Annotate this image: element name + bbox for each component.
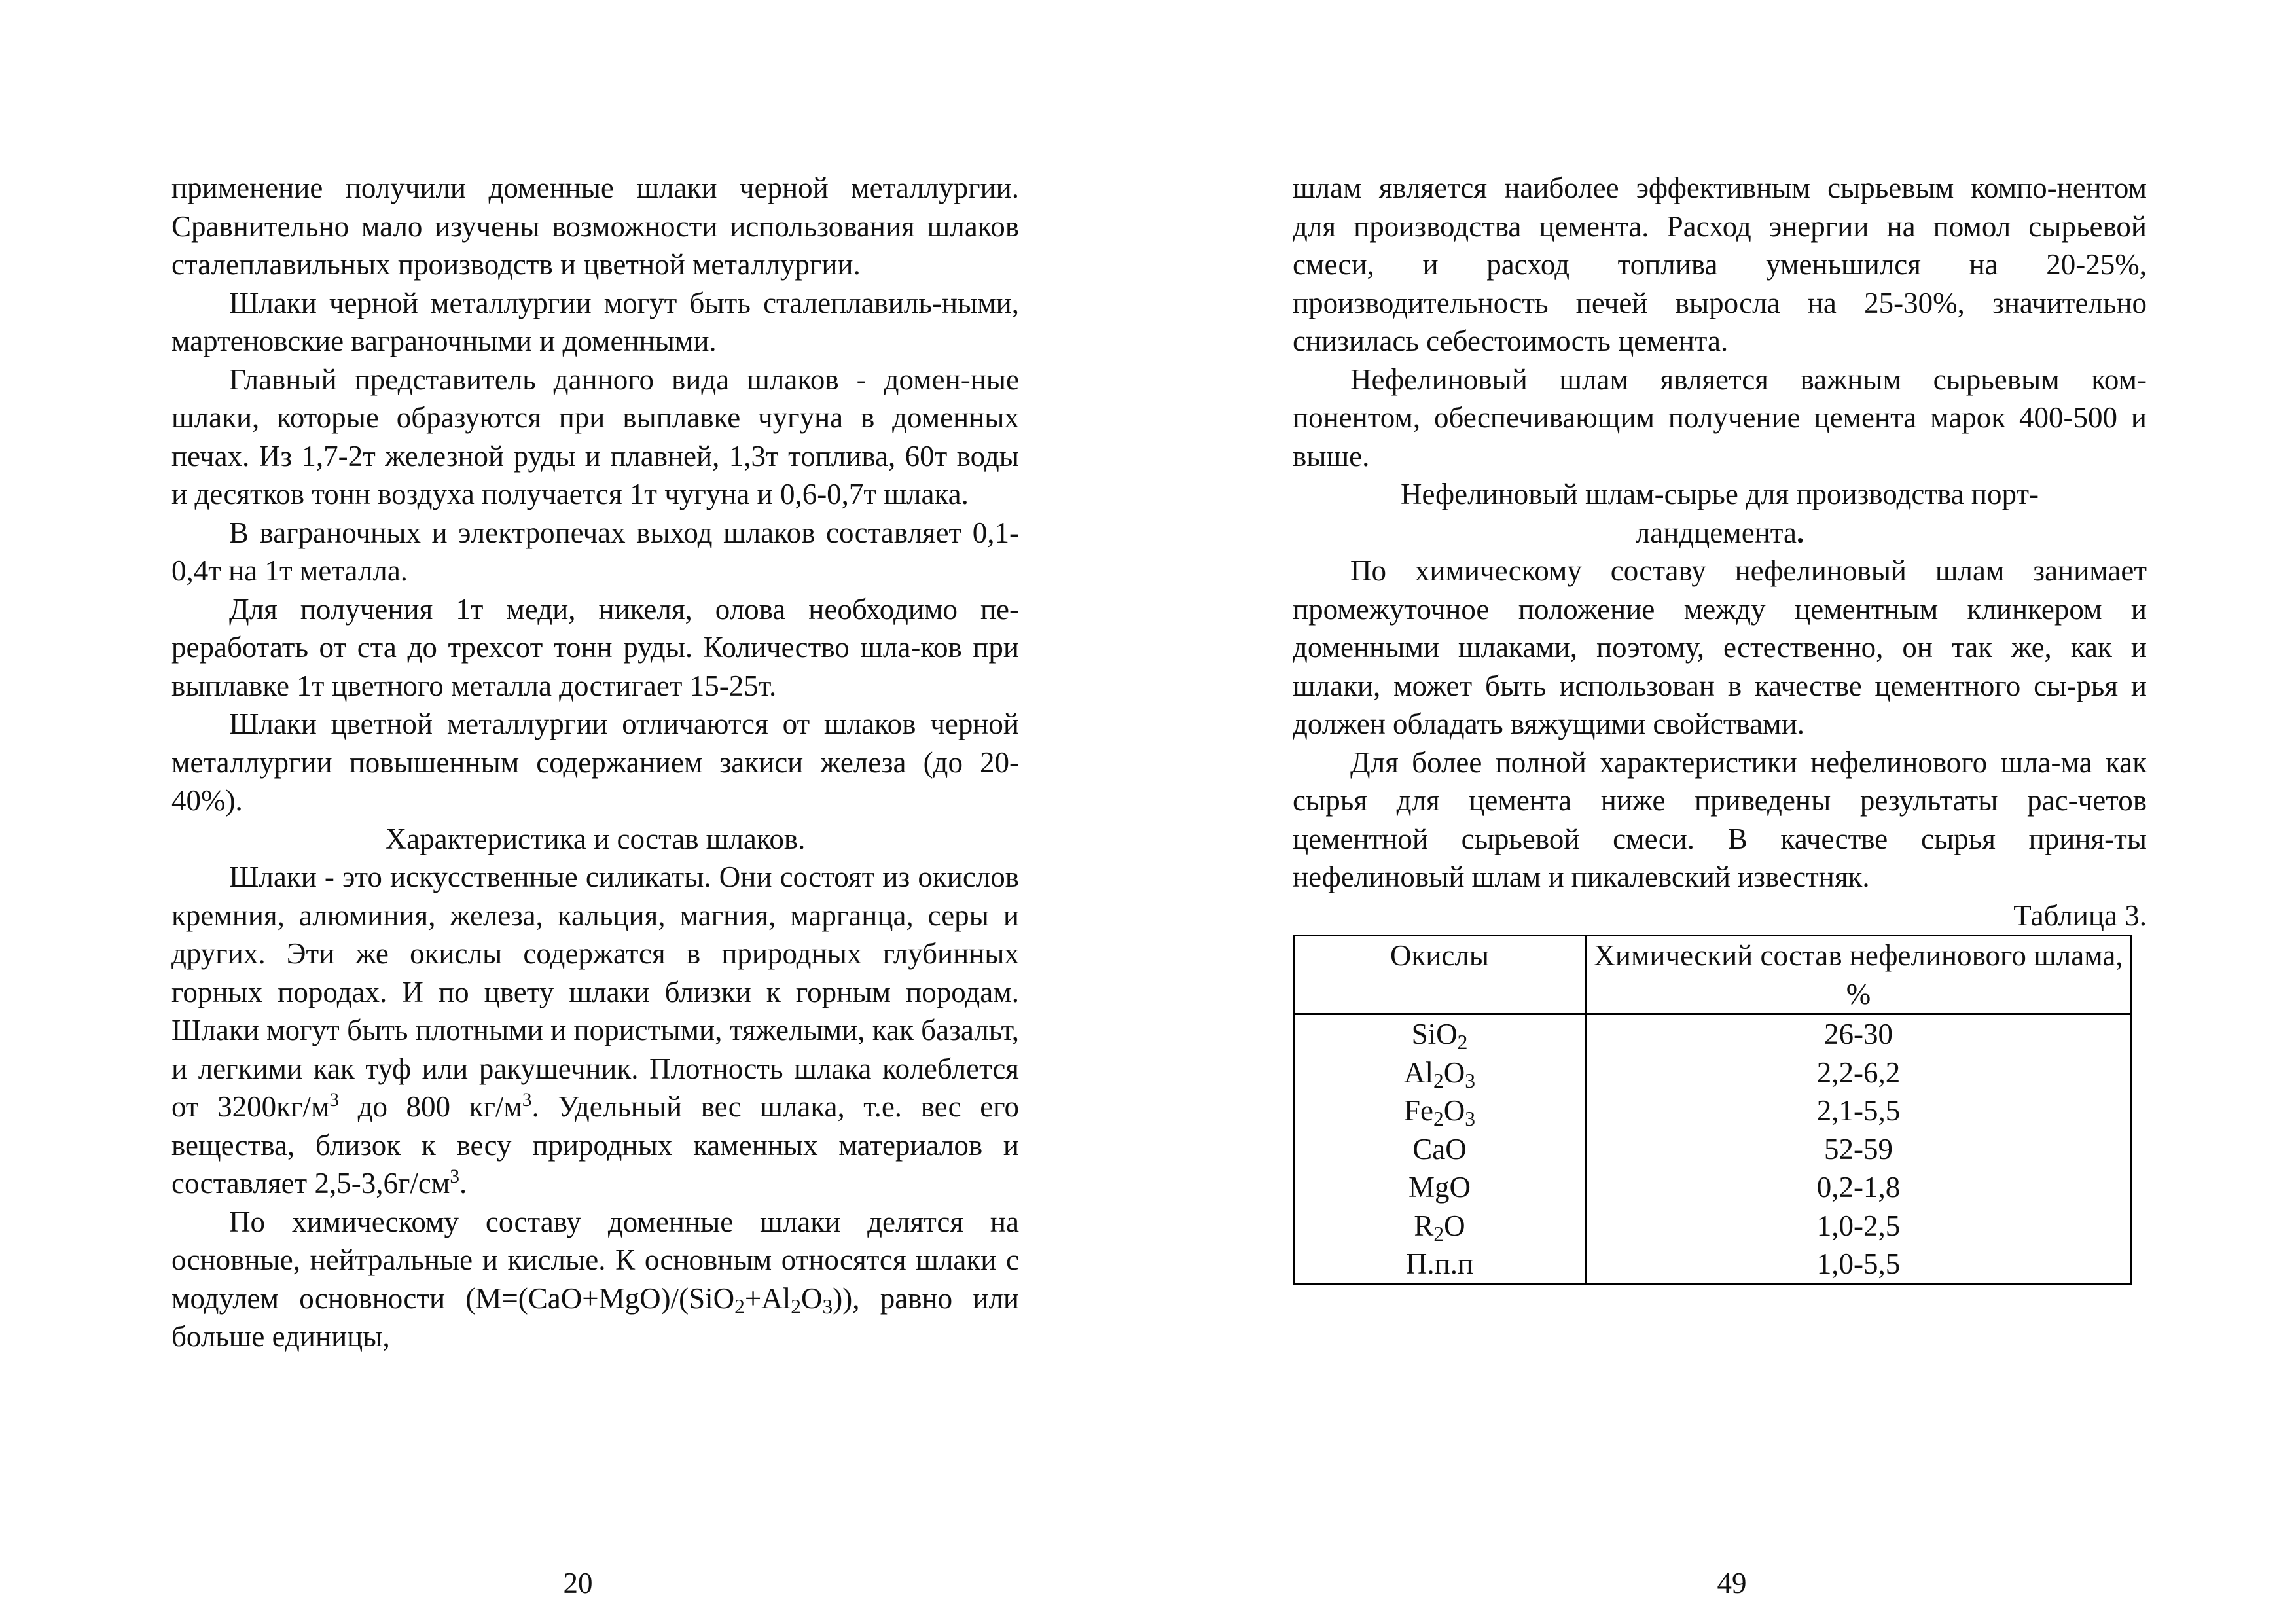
oxide-cell: $Al_2O_3$ — [1294, 1054, 1586, 1092]
value-cell: 26-30 — [1586, 1014, 2132, 1054]
value-cell: 52-59 — [1586, 1130, 2132, 1169]
table-row — [1294, 1054, 2132, 1092]
paragraph: По химическому составу доменные шлаки делятся на основные, нейтральные и кислые. К основным относятся шлаки с модулем основности $(М=(CaO+MgO)/(SiO_2+Al_2O_3))$, равно или больше единицы, — [171, 1205, 1019, 1353]
value-cell: 0,2-1,8 — [1586, 1168, 2132, 1207]
page-number: 20 — [563, 1567, 593, 1599]
paragraph: Нефелиновый шлам является важным сырьевым ком-понентом, обеспечивающим получение цемента марок 400-500 и выше. — [1293, 363, 2147, 473]
oxide-cell: $Fe_2O_3$ — [1294, 1092, 1586, 1130]
paragraph: Для более полной характеристики нефелинового шла-ма как сырья для цемента ниже приведены результаты рас-четов цементной сырьевой смеси. В качестве сырья приня-ты нефелиновый шлам и пикалевский известняк. — [1293, 745, 2147, 893]
paragraph: Шлаки черной металлургии могут быть сталеплавиль-ными, мартеновские ваграночными и доменными. — [171, 286, 1019, 357]
paragraph: В ваграночных и электропечах выход шлаков составляет 0,1-0,4т на 1т металла. — [171, 516, 1019, 587]
paragraph: шлам является наиболее эффективным сырьевым компо-нентом для производства цемента. Расход энергии на помол сырьевой смеси, и расход топлива уменьшился на 20-25%, производительность печей выросла на 25-30%, значительно снизилась себестоимость цемента. — [1293, 171, 2147, 357]
table-row — [1294, 1092, 2132, 1130]
paragraph: Для получения 1т меди, никеля, олова необходимо пе-реработать от ста до трехсот тонн руды. Количество шла-ков при выплавке 1т цветного металла достигает 15-25т. — [171, 592, 1019, 702]
page-number: 49 — [1717, 1567, 1747, 1599]
value-cell: 2,1-5,5 — [1586, 1092, 2132, 1130]
value-cell: 1,0-5,5 — [1586, 1245, 2132, 1284]
left-text-column — [171, 169, 1019, 1356]
right-text-column — [1293, 169, 2147, 1285]
table-row — [1294, 1130, 2132, 1169]
table-row — [1294, 1014, 2132, 1054]
section-heading: Нефелиновый шлам-сырье для производства порт- ландцемента. — [1400, 478, 2039, 549]
paragraph: применение получили доменные шлаки черной металлургии. Сравнительно мало изучены возможности использования шлаков сталеплавильных производств и цветной металлургии. — [171, 171, 1019, 281]
column-header-oxides: Окислы — [1294, 936, 1586, 1014]
oxide-cell: CaO — [1294, 1130, 1586, 1169]
value-cell: 1,0-2,5 — [1586, 1207, 2132, 1245]
table-caption: Таблица 3. — [2013, 899, 2147, 932]
paragraph: Шлаки - это искусственные силикаты. Они состоят из окислов кремния, алюминия, железа, кальция, магния, марганца, серы и других. Эти же окислы содержатся в природных глубинных горных породах. И по цвету шлаки близки к горным породам. Шлаки могут быть плотными и пористыми, тяжелыми, как базальт, и легкими как туф или ракушечник. Плотность шлака колеблется от $3200кг/м^3$ до 800 $кг/м^3$. Удельный вес шлака, т.е. вес его вещества, близок к весу природных каменных материалов и составляет $2,5-3,6г/см^3$. — [171, 861, 1019, 1200]
oxide-cell: MgO — [1294, 1168, 1586, 1207]
oxide-cell: SiO$_2$ — [1294, 1014, 1586, 1054]
oxide-cell: $R_2O$ — [1294, 1207, 1586, 1245]
column-header-composition: Химический состав нефелинового шлама, % — [1586, 936, 2132, 1014]
oxide-composition-table — [1293, 935, 2132, 1285]
value-cell: 2,2-6,2 — [1586, 1054, 2132, 1092]
paragraph: По химическому составу нефелиновый шлам занимает промежуточное положение между цементным клинкером и доменными шлаками, поэтому, естественно, он так же, как и шлаки, может быть использован в качестве цементного сы-рья и должен обладать вяжущими свойствами. — [1293, 554, 2147, 740]
paragraph: Главный представитель данного вида шлаков - домен-ные шлаки, которые образуются при выплавке чугуна в доменных печах. Из 1,7-2т железной руды и плавней, 1,3т топлива, 60т воды и десятков тонн воздуха получается 1т чугуна и 0,6-0,7т шлака. — [171, 363, 1019, 510]
table-header-row — [1294, 936, 2132, 1014]
table-row — [1294, 1207, 2132, 1245]
paragraph: Шлаки цветной металлургии отличаются от шлаков черной металлургии повышенным содержанием закиси железа (до 20-40%). — [171, 707, 1019, 817]
oxide-cell: П.п.п — [1294, 1245, 1586, 1284]
table-row — [1294, 1245, 2132, 1284]
section-heading: Характеристика и состав шлаков. — [385, 822, 806, 855]
table-row — [1294, 1168, 2132, 1207]
